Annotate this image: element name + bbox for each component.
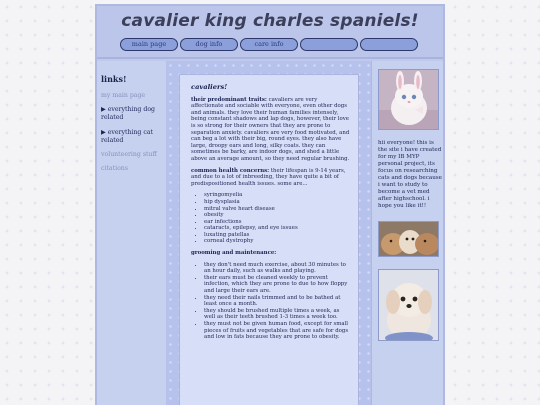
sidebar-link-main-page[interactable]: my main page (101, 92, 146, 99)
grooming-label: grooming and maintenance: (191, 250, 277, 257)
list-item: • syringomyelia (204, 192, 350, 199)
list-item: • they should be brushed multiple times a week, as well as their teeth brushed 1-3 times a week too. (204, 308, 350, 321)
sidebar-link-volunteering[interactable]: volunteering stuff (101, 151, 157, 158)
nav-button-5[interactable] (360, 38, 418, 51)
traits-paragraph (191, 97, 350, 163)
site-title: cavalier king charles spaniels! (121, 11, 419, 31)
grooming-list (204, 262, 350, 341)
links-sidebar (97, 61, 166, 405)
page-container (95, 4, 445, 405)
content-panel (179, 74, 359, 405)
traits-label: their predominant traits: (191, 96, 267, 103)
sidebar-link-cat-related[interactable]: ▶ everything cat related (101, 129, 154, 144)
puppy-image (379, 270, 439, 341)
list-item: • they need their nails trimmed and to be bathed at least once a month. (204, 295, 350, 308)
list-item: • ear infections (204, 219, 350, 226)
health-label: common health concerns: (191, 167, 270, 174)
sidebar-link-citations[interactable]: citations (101, 165, 128, 172)
bio-text: hii everyone! this is the site i have created for my IB MYP personal project, its focus on researching cats and dogs because i want to study to become a vet med after highschool. i hope you like it!! (378, 140, 442, 209)
puppies-photo (378, 221, 439, 257)
list-item: • their ears must be cleaned weekly to prevent infection, which they are prone to due to how floppy and large their ears are. (204, 275, 350, 295)
kitten-image (379, 70, 439, 130)
puppies-image (379, 222, 439, 257)
fluffy-puppy-photo (378, 269, 439, 341)
list-item: • luxating patellas (204, 232, 350, 239)
health-list (204, 192, 350, 245)
health-paragraph (191, 168, 350, 188)
bunny-kitten-photo (378, 69, 439, 130)
main-area (166, 61, 371, 405)
site-header (97, 6, 443, 59)
nav-button-dog-info[interactable]: dog info (180, 38, 238, 51)
nav-button-care-info[interactable]: care info (240, 38, 298, 51)
health-text: their lifespan is 9-14 years, and due to a lot of inbreeding, they have quite a bit of predispositioned health issues. some are... (191, 167, 346, 187)
list-item: • corneal dystrophy (204, 238, 350, 245)
nav-button-main-page[interactable]: main page (120, 38, 178, 51)
sidebar-title: links! (101, 74, 127, 84)
list-item: • mitral valve heart disease (204, 206, 350, 213)
right-sidebar (371, 61, 443, 405)
list-item: • cataracts, epilepsy, and eye issues (204, 225, 350, 232)
nav-button-4[interactable] (300, 38, 358, 51)
content-heading: cavaliers! (191, 83, 228, 91)
main-nav (120, 38, 420, 52)
list-item: • they must not be given human food, except for small pieces of fruits and vegetables that are safe for dogs and low in fats because they are prone to obesity. (204, 321, 350, 341)
list-item: • obesity (204, 212, 350, 219)
traits-text: cavaliers are very affectionate and sociable with everyone, even other dogs and animals. they love their human families intensely, being constant shadows and lap dogs, however, their love is so strong for their owners that they are prone to separation anxiety. cavaliers are very food motivated, and can beg a lot with their big, round eyes. they also have large, droopy ears and long, silky coats. they can sometimes be barky, are indoor dogs, and shed a little above an average amount, so they need regular brushing. (191, 96, 350, 162)
list-item: • they don't need much exercise, about 30 minutes to an hour daily, such as walks and playing. (204, 262, 350, 275)
sidebar-link-dog-related[interactable]: ▶ everything dog related (101, 106, 156, 121)
list-item: • hip dysplasia (204, 199, 350, 206)
